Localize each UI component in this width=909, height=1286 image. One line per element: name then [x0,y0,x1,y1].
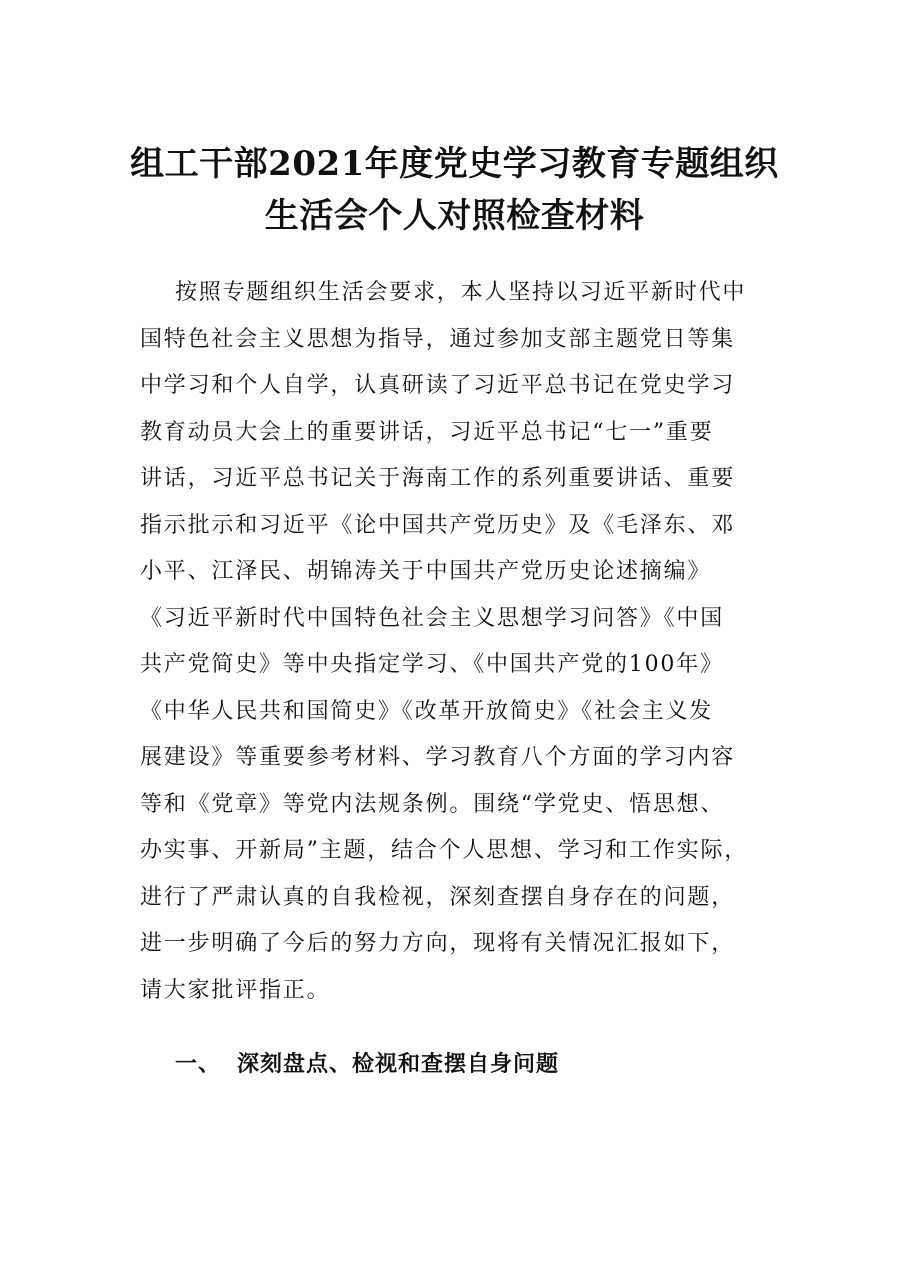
paragraph-line: 办实事、开新局”主题，结合个人思想、学习和工作实际， [140,838,749,863]
paragraph-line: 进行了严肃认真的自我检视，深刻查摆自身存在的问题， [140,884,736,910]
document-title [100,138,809,242]
title-line-1: 组工干部2021年度党史学习教育专题组织 [130,144,779,184]
paragraph-line: 中学习和个人自学，认真研读了习近平总书记在党史学习 [140,373,736,398]
paragraph-line: 讲话，习近平总书记关于海南工作的系列重要讲话、重要 [140,466,736,491]
intro-paragraph [140,270,780,1014]
paragraph-line: 按照专题组织生活会要求，本人坚持以习近平新时代中 [175,280,747,305]
paragraph-line: 教育动员大会上的重要讲话，习近平总书记“七一”重要 [140,419,714,445]
paragraph-line: 展建设》等重要参考材料、学习教育八个方面的学习内容 [140,745,736,770]
paragraph-line: 共产党简史》等中央指定学习、《中国共产党的100年》 [140,652,724,677]
paragraph-line: 等和《党章》等党内法规条例。围绕“学党史、悟思想、 [140,791,725,817]
paragraph-line: 进一步明确了今后的努力方向，现将有关情况汇报如下， [140,931,736,956]
section-heading [175,1045,559,1085]
paragraph-line: 《习近平新时代中国特色社会主义思想学习问答》《中国 [140,605,725,631]
paragraph-line: 国特色社会主义思想为指导，通过参加支部主题党日等集 [140,326,736,352]
title-line-2: 生活会个人对照检查材料 [264,196,645,236]
section-number: 一、 [175,1052,222,1077]
paragraph-line: 《中华人民共和国简史》《改革开放简史》《社会主义发 [140,698,714,724]
section-heading-text: 深刻盘点、检视和查摆自身问题 [237,1052,560,1077]
paragraph-line: 指示批示和习近平《论中国共产党历史》及《毛泽东、邓 [140,512,736,538]
paragraph-line: 请大家批评指正。 [140,977,331,1003]
paragraph-line: 小平、江泽民、胡锦涛关于中国共产党历史论述摘编》 [140,559,712,584]
